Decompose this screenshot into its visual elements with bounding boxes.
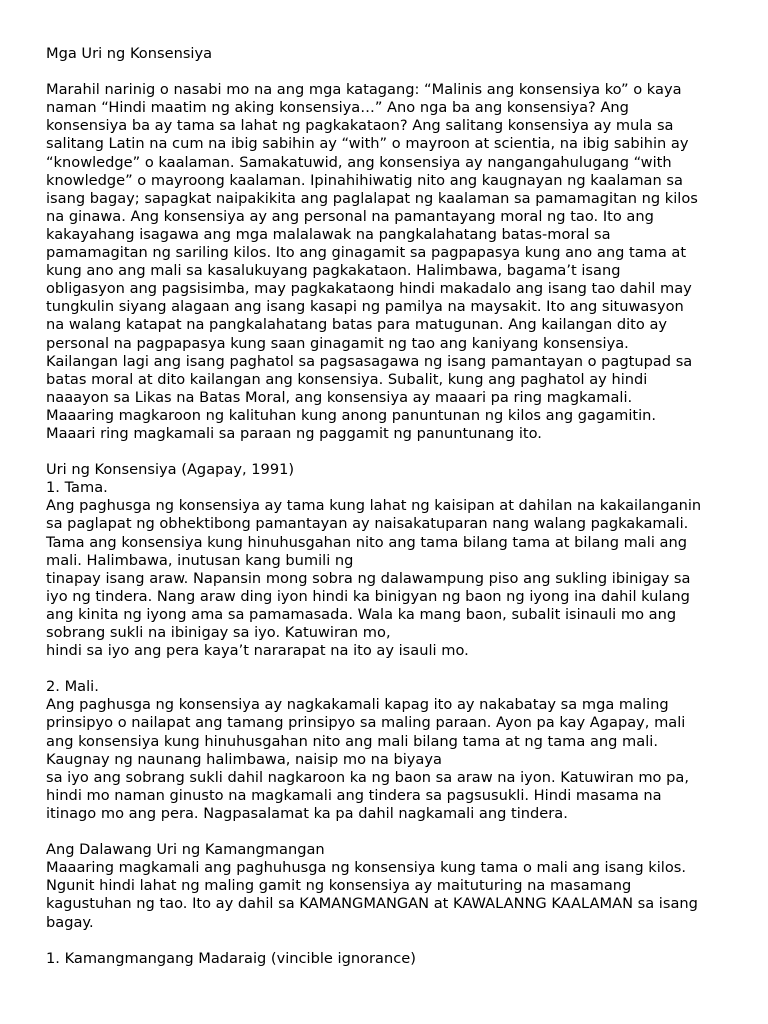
paragraph-line: batas moral at dito kailangan ang konsensiya. Subalit, kung ang paghatol ay hindi [46,370,648,388]
paragraph-line: sobrang sukli na ibinigay sa iyo. Katuwiran mo, [46,624,391,641]
paragraph-line: konsensiya ba ay tama sa lahat ng pagkakataon? Ang salitang konsensiya ay mula sa [46,117,674,135]
paragraph-line: mali. Halimbawa, inutusan kang bumili ng [46,551,354,569]
subsection-heading: 1. Tama. [46,479,108,497]
paragraph-line: pamamagitan ng sariling kilos. Ito ang ginagamit sa pagpapasya kung ano ang tama at [46,244,687,262]
paragraph-line: hindi mo naman ginusto na magkamali ang tindera sa pagsusukli. Hindi masama na [46,786,662,804]
tama-paragraph [46,497,768,660]
kamangmangan-paragraph [46,859,768,931]
spacer [46,63,768,81]
paragraph-line: Kailangan lagi ang isang paghatol sa pagsasagawa ng isang pamantayan o pagtupad sa [46,352,693,370]
paragraph-line: naman “Hindi maatim ng aking konsensiya…” Ano nga ba ang konsensiya? Ang [46,99,629,117]
paragraph-line: tungkulin siyang alagaan ang isang kasapi ng pamilya na maysakit. Ito ang situwasyon [46,298,684,316]
paragraph-line: ang kinita ng iyong ama sa pamamasada. Wala ka mang baon, subalit isinauli mo ang [46,605,677,623]
paragraph-line: iyo ng tindera. Nang araw ding iyon hindi ka binigyan ng baon ng iyong ina dahil kulang [46,587,690,605]
subsection-heading: 1. Kamangmangang Madaraig (vincible ignorance) [46,949,416,967]
paragraph-line: salitang Latin na cum na ibig sabihin ay “with” o mayroon at scientia, na ibig sabihin ay [46,135,689,153]
paragraph-line: Kaugnay ng naunang halimbawa, naisip mo na biyaya [46,750,442,768]
paragraph-line: kakayahang isagawa ang mga malalawak na pangkalahatang batas-moral sa [46,225,611,243]
paragraph-line: Maaaring magkaroon ng kalituhan kung anong panuntunan ng kilos ang gagamitin. [46,406,657,424]
paragraph-line: obligasyon ang pagsisimba, may pagkakataong hindi makadalo ang isang tao dahil may [46,280,692,298]
paragraph-line: naaayon sa Likas na Batas Moral, ang konsensiya ay maaari pa ring magkamali. [46,388,633,406]
spacer [46,443,768,461]
spacer [46,660,768,678]
spacer [46,932,768,950]
paragraph-line: kung ano ang mali sa kasalukuyang pagkakataon. Halimbawa, bagama’t isang [46,262,621,280]
spacer [46,823,768,841]
paragraph-line: sa iyo ang sobrang sukli dahil nagkaroon ka ng baon sa araw na iyon. Katuwiran mo pa, [46,768,689,786]
paragraph-line: na ginawa. Ang konsensiya ay ang personal na pamantayang moral ng tao. Ito ang [46,207,654,225]
paragraph-line: Tama ang konsensiya kung hinuhusgahan nito ang tama bilang tama at bilang mali ang [46,533,687,551]
paragraph-line: itinago mo ang pera. Nagpasalamat ka pa dahil nagkamali ang tindera. [46,804,568,822]
paragraph-line: Ngunit hindi lahat ng maling gamit ng konsensiya ay maituturing na masamang [46,877,632,895]
paragraph-line: personal na pagpapasya kung saan ginagamit ng tao ang kaniyang konsensiya. [46,334,629,352]
paragraph-line: sa paglapat ng obhektibong pamantayan ay naisakatuparan nang walang pagkakamali. [46,515,689,533]
document-title: Mga Uri ng Konsensiya [46,45,213,62]
section-heading: Ang Dalawang Uri ng Kamangmangan [46,841,325,859]
intro-paragraph [46,81,768,443]
paragraph-line: Maaari ring magkamali sa paraan ng paggamit ng panuntunang ito. [46,424,542,442]
paragraph-line: Maaaring magkamali ang paghuhusga ng konsensiya kung tama o mali ang isang kilos. [46,859,686,877]
section-heading: Uri ng Konsensiya (Agapay, 1991) [46,461,295,479]
paragraph-line: hindi sa iyo ang pera kaya’t nararapat na ito ay isauli mo. [46,642,469,660]
paragraph-line: Marahil narinig o nasabi mo na ang mga katagang: “Malinis ang konsensiya ko” o kaya [46,81,682,99]
paragraph-line: na walang katapat na pangkalahatang batas para matugunan. Ang kailangan dito ay [46,316,668,334]
paragraph-line: ang konsensiya kung hinuhusgahan nito ang mali bilang tama at ng tama ang mali. [46,732,658,750]
paragraph-line: prinsipyo o nailapat ang tamang prinsipyo sa maling paraan. Ayon pa kay Agapay, mali [46,714,686,732]
paragraph-line: “knowledge” o kaalaman. Samakatuwid, ang konsensiya ay nangangahulugang “with [46,153,672,171]
paragraph-line: isang bagay; sapagkat naipakikita ang paglalapat ng kaalaman sa pamamagitan ng kilos [46,189,698,207]
paragraph-line: knowledge” o mayroong kaalaman. Ipinahihiwatig nito ang kaugnayan ng kaalaman sa [46,171,683,189]
paragraph-line: kagustuhan ng tao. Ito ay dahil sa KAMANGMANGAN at KAWALANNG KAALAMAN sa isang [46,895,698,913]
paragraph-line: Ang paghusga ng konsensiya ay nagkakamali kapag ito ay nakabatay sa mga maling [46,696,669,714]
mali-paragraph [46,696,768,823]
paragraph-line: tinapay isang araw. Napansin mong sobra ng dalawampung piso ang sukling ibinigay sa [46,569,691,587]
paragraph-line: bagay. [46,913,94,931]
subsection-heading: 2. Mali. [46,678,99,696]
paragraph-line: Ang paghusga ng konsensiya ay tama kung lahat ng kaisipan at dahilan na kakailanganin [46,497,702,515]
